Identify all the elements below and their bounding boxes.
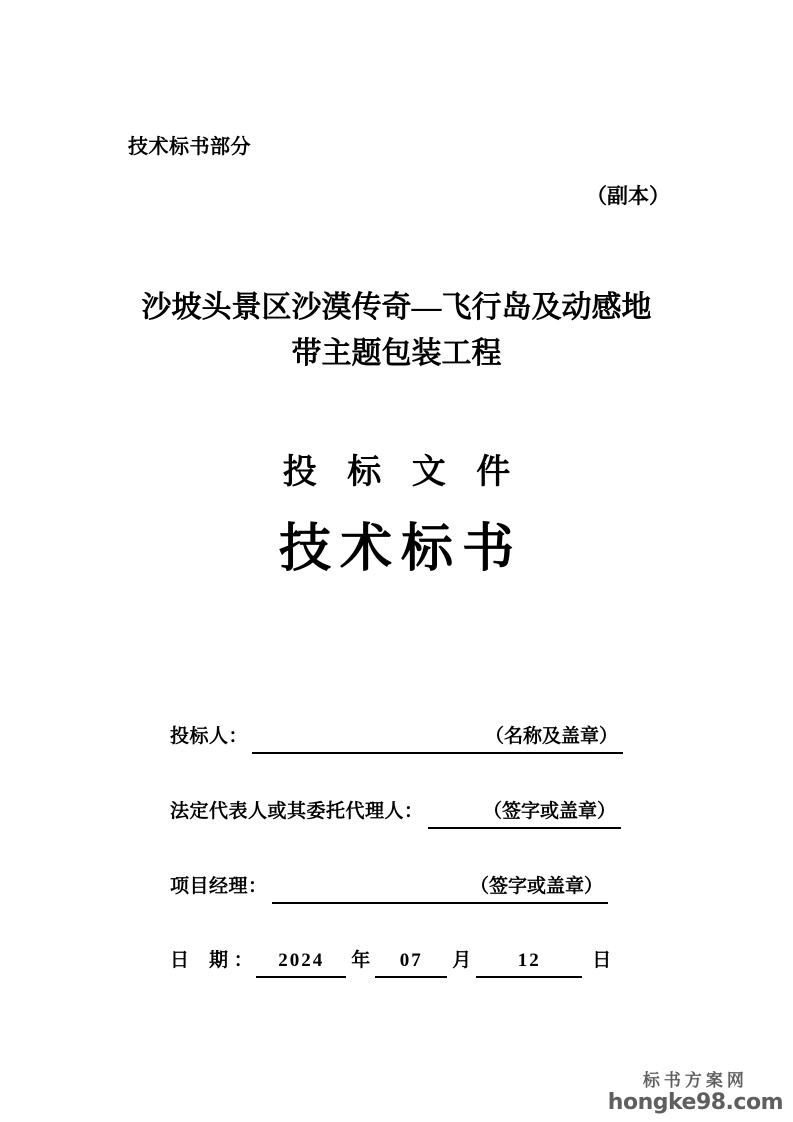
- date-month-blank: [375, 944, 447, 978]
- project-manager-label: 项目经理：: [170, 876, 268, 897]
- date-day-value: 12: [517, 950, 541, 971]
- date-row: [170, 944, 620, 978]
- date-month-unit: 月: [452, 950, 472, 971]
- copy-label: （副本）: [586, 184, 670, 208]
- project-title: [0, 285, 793, 377]
- date-day-unit: 日: [592, 950, 612, 971]
- watermark-site-name: 标书方案网: [642, 1070, 748, 1091]
- date-year-value: 2024: [278, 950, 325, 971]
- project-manager-note: （签字或盖章）: [469, 876, 603, 897]
- header-label: 技术标书部分: [128, 136, 251, 158]
- date-month-value: 07: [399, 950, 423, 971]
- project-title-line-2: 带主题包装工程: [291, 337, 502, 370]
- project-manager-blank-line: [272, 870, 608, 904]
- bidder-blank-line: [252, 720, 623, 754]
- date-label: 日 期 ：: [170, 950, 254, 971]
- representative-note: （签字或盖章）: [482, 801, 616, 822]
- date-year-unit: 年: [351, 950, 371, 971]
- bidder-row: [170, 720, 623, 754]
- date-day-blank: [476, 944, 582, 978]
- bidder-note: （名称及盖章）: [484, 726, 618, 747]
- watermark: [608, 1071, 783, 1114]
- representative-blank-line: [428, 795, 621, 829]
- representative-row: [170, 795, 621, 829]
- bidder-label: 投标人：: [170, 726, 249, 747]
- date-year-blank: [256, 944, 346, 978]
- project-manager-row: [170, 870, 608, 904]
- project-title-line-1: 沙坡头景区沙漠传奇—飞行岛及动感地: [141, 291, 652, 324]
- representative-label: 法定代表人或其委托代理人：: [170, 801, 424, 822]
- watermark-site-url: hongke98.com: [607, 1089, 783, 1115]
- bid-document-heading: 投 标 文 件: [282, 454, 511, 491]
- technical-bid-heading: 技术标书: [278, 521, 523, 578]
